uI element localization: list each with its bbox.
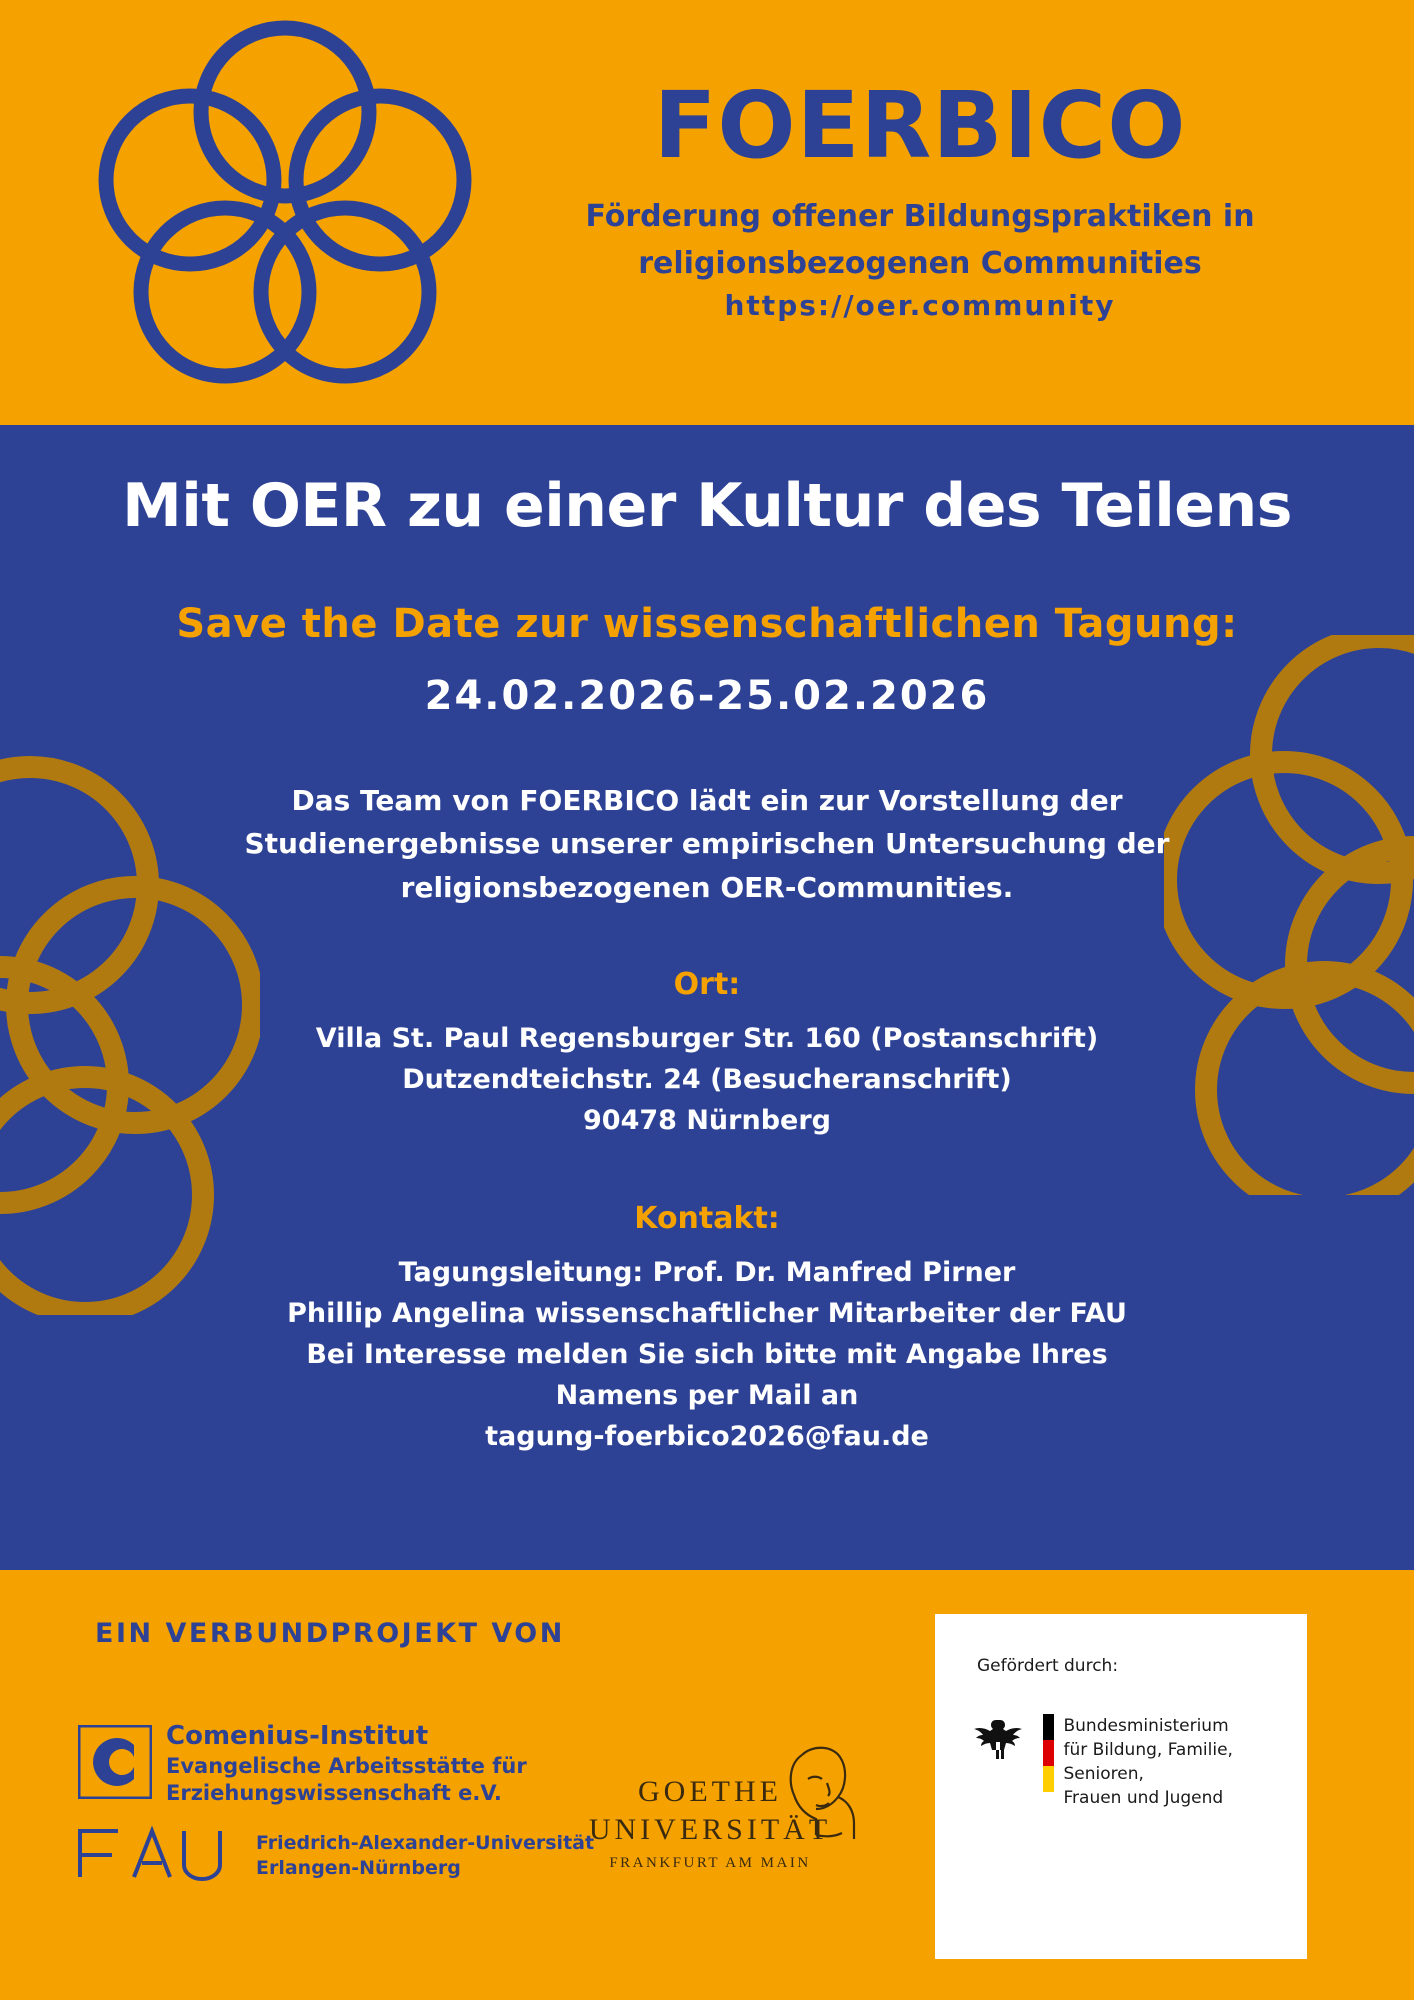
funded-by-label: Gefördert durch: xyxy=(977,1656,1119,1676)
poster-header xyxy=(0,0,1414,425)
brand-tagline-line2: religionsbezogenen Communities xyxy=(638,245,1202,281)
contact-line-4: Namens per Mail an xyxy=(555,1380,859,1412)
contact-label: Kontakt: xyxy=(634,1201,780,1237)
partners-title: EIN VERBUNDPROJEKT VON xyxy=(95,1618,565,1649)
partner-logo-comenius xyxy=(78,1720,527,1807)
ministry-line-2: für Bildung, Familie, Senioren, xyxy=(1063,1740,1233,1785)
goethe-portrait-icon xyxy=(772,1739,868,1851)
event-dates: 24.02.2026-25.02.2026 xyxy=(424,673,990,719)
partner-logo-goethe xyxy=(580,1775,840,1872)
goethe-line-1: GOETHE xyxy=(638,1775,782,1808)
bmbf-emblem-row xyxy=(973,1714,1307,1811)
save-the-date-label: Save the Date zur wissenschaftlichen Tagung: xyxy=(176,601,1238,647)
main-content xyxy=(0,425,1414,1457)
intro-line-1: Das Team von FOERBICO lädt ein zur Vorstellung der xyxy=(291,784,1123,817)
ministry-line-3: Frauen und Jugend xyxy=(1063,1788,1224,1809)
contact-email[interactable]: tagung-foerbico2026@fau.de xyxy=(485,1421,929,1453)
poster-footer xyxy=(0,1570,1414,2000)
contact-line-1: Tagungsleitung: Prof. Dr. Manfred Pirner xyxy=(398,1257,1016,1289)
comenius-line-1: Comenius-Institut xyxy=(166,1721,429,1751)
comenius-line-2: Evangelische Arbeitsstätte für xyxy=(166,1754,527,1779)
comenius-text xyxy=(166,1720,527,1807)
location-line-3: 90478 Nürnberg xyxy=(583,1105,831,1137)
intro-line-3: religionsbezogenen OER-Communities. xyxy=(400,870,1014,904)
intro-line-2: Studienergebnisse unserer empirischen Untersuchung der xyxy=(244,827,1170,861)
fau-text xyxy=(256,1831,594,1880)
location-label: Ort: xyxy=(673,967,741,1003)
fau-wordmark-icon xyxy=(72,1825,240,1887)
location-line-2: Dutzendteichstr. 24 (Besucheranschrift) xyxy=(402,1064,1012,1096)
comenius-line-3: Erziehungswissenschaft e.V. xyxy=(166,1781,502,1806)
german-flag-icon xyxy=(1043,1714,1054,1792)
goethe-line-3: FRANKFURT AM MAIN xyxy=(609,1855,811,1871)
fau-line-2: Erlangen-Nürnberg xyxy=(256,1857,461,1879)
header-text-block xyxy=(470,72,1370,322)
location-line-1: Villa St. Paul Regensburger Str. 160 (Postanschrift) xyxy=(315,1023,1099,1055)
page-title: Mit OER zu einer Kultur des Teilens xyxy=(122,471,1292,541)
goethe-line-2: UNIVERSITÄT xyxy=(588,1813,832,1846)
intro-paragraph xyxy=(202,779,1212,909)
poster-body xyxy=(0,425,1414,1570)
funding-logo-bmbf xyxy=(935,1614,1307,1959)
brand-tagline-line1: Förderung offener Bildungspraktiken in xyxy=(585,199,1255,234)
ministry-name xyxy=(1064,1714,1308,1811)
fau-line-1: Friedrich-Alexander-Universität xyxy=(256,1832,595,1855)
contact-line-3: Bei Interesse melden Sie sich bitte mit Angabe Ihres xyxy=(306,1339,1108,1371)
brand-title: FOERBICO xyxy=(653,72,1187,179)
ministry-line-1: Bundesministerium xyxy=(1063,1716,1229,1736)
partner-logo-fau xyxy=(72,1825,594,1887)
federal-eagle-icon xyxy=(973,1714,1027,1766)
contact-line-2: Phillip Angelina wissenschaftlicher Mitarbeiter der FAU xyxy=(287,1298,1127,1330)
five-interlocking-rings-icon xyxy=(85,20,485,405)
comenius-c-icon xyxy=(78,1725,152,1803)
project-url[interactable]: https://oer.community xyxy=(724,289,1116,322)
